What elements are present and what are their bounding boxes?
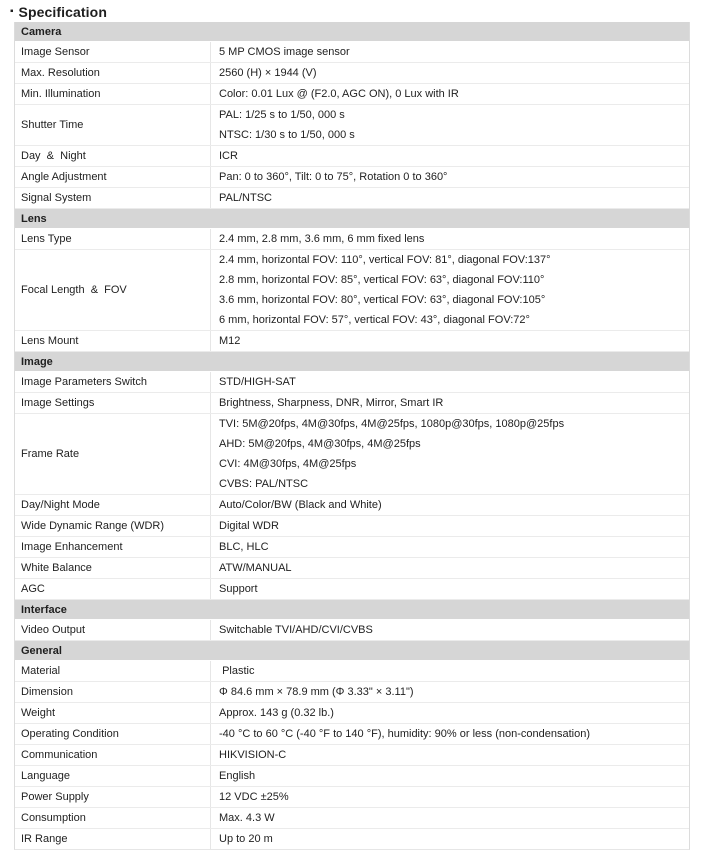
spec-value-line: 2.4 mm, 2.8 mm, 3.6 mm, 6 mm fixed lens bbox=[219, 233, 425, 245]
spec-label: Min. Illumination bbox=[15, 84, 211, 104]
spec-value-line: Φ 84.6 mm × 78.9 mm (Φ 3.33" × 3.11") bbox=[219, 686, 414, 698]
spec-value-line: NTSC: 1/30 s to 1/50, 000 s bbox=[219, 129, 355, 141]
spec-row bbox=[15, 414, 689, 495]
spec-value-line: 2560 (H) × 1944 (V) bbox=[219, 67, 317, 79]
spec-value bbox=[211, 682, 689, 702]
spec-value-line: Support bbox=[219, 583, 258, 595]
spec-row bbox=[15, 537, 689, 558]
section-header-general: General bbox=[15, 641, 689, 661]
spec-value-line: AHD: 5M@20fps, 4M@30fps, 4M@25fps bbox=[219, 438, 421, 450]
section-header-camera: Camera bbox=[15, 22, 689, 42]
spec-row bbox=[15, 787, 689, 808]
spec-value-line: 2.4 mm, horizontal FOV: 110°, vertical FOV: 81°, diagonal FOV:137° bbox=[219, 254, 551, 266]
spec-value bbox=[211, 393, 689, 413]
spec-label: IR Range bbox=[15, 829, 211, 849]
spec-value bbox=[211, 766, 689, 786]
spec-value bbox=[211, 495, 689, 515]
spec-row bbox=[15, 682, 689, 703]
spec-label: AGC bbox=[15, 579, 211, 599]
spec-value-line: -40 °C to 60 °C (-40 °F to 140 °F), humidity: 90% or less (non-condensation) bbox=[219, 728, 590, 740]
spec-value-line: Plastic bbox=[219, 665, 255, 677]
bullet-icon: ▪ bbox=[10, 6, 14, 17]
spec-value bbox=[211, 229, 689, 249]
spec-value bbox=[211, 661, 689, 681]
spec-label: Communication bbox=[15, 745, 211, 765]
spec-label: Image Settings bbox=[15, 393, 211, 413]
spec-label: Frame Rate bbox=[15, 414, 211, 494]
spec-value bbox=[211, 42, 689, 62]
spec-label: Language bbox=[15, 766, 211, 786]
spec-value-line: M12 bbox=[219, 335, 241, 347]
spec-value bbox=[211, 829, 689, 849]
spec-value-line: Switchable TVI/AHD/CVI/CVBS bbox=[219, 624, 373, 636]
spec-label: Weight bbox=[15, 703, 211, 723]
spec-value bbox=[211, 724, 689, 744]
spec-label: Dimension bbox=[15, 682, 211, 702]
spec-row bbox=[15, 808, 689, 829]
spec-value bbox=[211, 188, 689, 208]
spec-value-line: 2.8 mm, horizontal FOV: 85°, vertical FOV: 63°, diagonal FOV:110° bbox=[219, 274, 545, 286]
spec-row bbox=[15, 167, 689, 188]
spec-label: Shutter Time bbox=[15, 105, 211, 145]
spec-value-line: STD/HIGH-SAT bbox=[219, 376, 296, 388]
spec-label: Max. Resolution bbox=[15, 63, 211, 83]
spec-row bbox=[15, 558, 689, 579]
spec-value bbox=[211, 84, 689, 104]
section-header-lens: Lens bbox=[15, 209, 689, 229]
spec-value-line: 12 VDC ±25% bbox=[219, 791, 289, 803]
spec-label: Power Supply bbox=[15, 787, 211, 807]
spec-row bbox=[15, 766, 689, 787]
spec-row bbox=[15, 724, 689, 745]
spec-value-line: 5 MP CMOS image sensor bbox=[219, 46, 350, 58]
spec-value-line: 6 mm, horizontal FOV: 57°, vertical FOV: 43°, diagonal FOV:72° bbox=[219, 314, 530, 326]
spec-value-line: Up to 20 m bbox=[219, 833, 273, 845]
spec-value-line: HIKVISION-C bbox=[219, 749, 287, 761]
spec-row bbox=[15, 393, 689, 414]
page-title: Specification bbox=[18, 4, 107, 20]
spec-value bbox=[211, 703, 689, 723]
spec-value bbox=[211, 63, 689, 83]
spec-row bbox=[15, 146, 689, 167]
spec-label: Day/Night Mode bbox=[15, 495, 211, 515]
spec-value-line: ATW/MANUAL bbox=[219, 562, 292, 574]
spec-value bbox=[211, 808, 689, 828]
spec-value bbox=[211, 414, 689, 494]
spec-label: Signal System bbox=[15, 188, 211, 208]
spec-row bbox=[15, 620, 689, 641]
spec-value bbox=[211, 331, 689, 351]
spec-value bbox=[211, 558, 689, 578]
spec-value bbox=[211, 146, 689, 166]
spec-value bbox=[211, 745, 689, 765]
spec-label: Focal Length & FOV bbox=[15, 250, 211, 330]
spec-label: Wide Dynamic Range (WDR) bbox=[15, 516, 211, 536]
spec-label: Image Enhancement bbox=[15, 537, 211, 557]
page-title-row bbox=[0, 0, 708, 22]
spec-row bbox=[15, 703, 689, 724]
spec-label: Video Output bbox=[15, 620, 211, 640]
spec-value bbox=[211, 516, 689, 536]
spec-label: Day & Night bbox=[15, 146, 211, 166]
spec-value bbox=[211, 620, 689, 640]
spec-row bbox=[15, 188, 689, 209]
spec-value bbox=[211, 167, 689, 187]
spec-value-line: Pan: 0 to 360°, Tilt: 0 to 75°, Rotation 0 to 360° bbox=[219, 171, 448, 183]
spec-row bbox=[15, 331, 689, 352]
spec-label: Material bbox=[15, 661, 211, 681]
spec-row bbox=[15, 84, 689, 105]
spec-value-line: Digital WDR bbox=[219, 520, 279, 532]
spec-value-line: Color: 0.01 Lux @ (F2.0, AGC ON), 0 Lux with IR bbox=[219, 88, 459, 100]
spec-value bbox=[211, 250, 689, 330]
spec-value-line: ICR bbox=[219, 150, 238, 162]
spec-row bbox=[15, 42, 689, 63]
spec-label: Operating Condition bbox=[15, 724, 211, 744]
spec-value-line: PAL: 1/25 s to 1/50, 000 s bbox=[219, 109, 345, 121]
spec-value-line: 3.6 mm, horizontal FOV: 80°, vertical FOV: 63°, diagonal FOV:105° bbox=[219, 294, 546, 306]
spec-label: Lens Mount bbox=[15, 331, 211, 351]
spec-row bbox=[15, 105, 689, 146]
section-header-image: Image bbox=[15, 352, 689, 372]
spec-label: Lens Type bbox=[15, 229, 211, 249]
spec-table bbox=[14, 22, 690, 850]
spec-row bbox=[15, 63, 689, 84]
spec-value-line: CVI: 4M@30fps, 4M@25fps bbox=[219, 458, 357, 470]
spec-label: White Balance bbox=[15, 558, 211, 578]
spec-row bbox=[15, 745, 689, 766]
spec-value-line: Max. 4.3 W bbox=[219, 812, 275, 824]
spec-row bbox=[15, 661, 689, 682]
spec-label: Image Parameters Switch bbox=[15, 372, 211, 392]
spec-value-line: Approx. 143 g (0.32 lb.) bbox=[219, 707, 334, 719]
spec-value-line: Brightness, Sharpness, DNR, Mirror, Smart IR bbox=[219, 397, 444, 409]
spec-value-line: CVBS: PAL/NTSC bbox=[219, 478, 309, 490]
spec-row bbox=[15, 250, 689, 331]
spec-value bbox=[211, 105, 689, 145]
spec-value bbox=[211, 787, 689, 807]
spec-row bbox=[15, 229, 689, 250]
spec-value-line: BLC, HLC bbox=[219, 541, 269, 553]
spec-label: Consumption bbox=[15, 808, 211, 828]
spec-row bbox=[15, 372, 689, 393]
section-header-interface: Interface bbox=[15, 600, 689, 620]
spec-label: Angle Adjustment bbox=[15, 167, 211, 187]
spec-value-line: Auto/Color/BW (Black and White) bbox=[219, 499, 382, 511]
spec-value bbox=[211, 537, 689, 557]
spec-row bbox=[15, 516, 689, 537]
spec-value-line: PAL/NTSC bbox=[219, 192, 272, 204]
spec-row bbox=[15, 495, 689, 516]
spec-value bbox=[211, 579, 689, 599]
spec-label: Image Sensor bbox=[15, 42, 211, 62]
spec-row bbox=[15, 829, 689, 849]
spec-value-line: TVI: 5M@20fps, 4M@30fps, 4M@25fps, 1080p@30fps, 1080p@25fps bbox=[219, 418, 565, 430]
spec-value bbox=[211, 372, 689, 392]
spec-row bbox=[15, 579, 689, 600]
spec-value-line: English bbox=[219, 770, 256, 782]
